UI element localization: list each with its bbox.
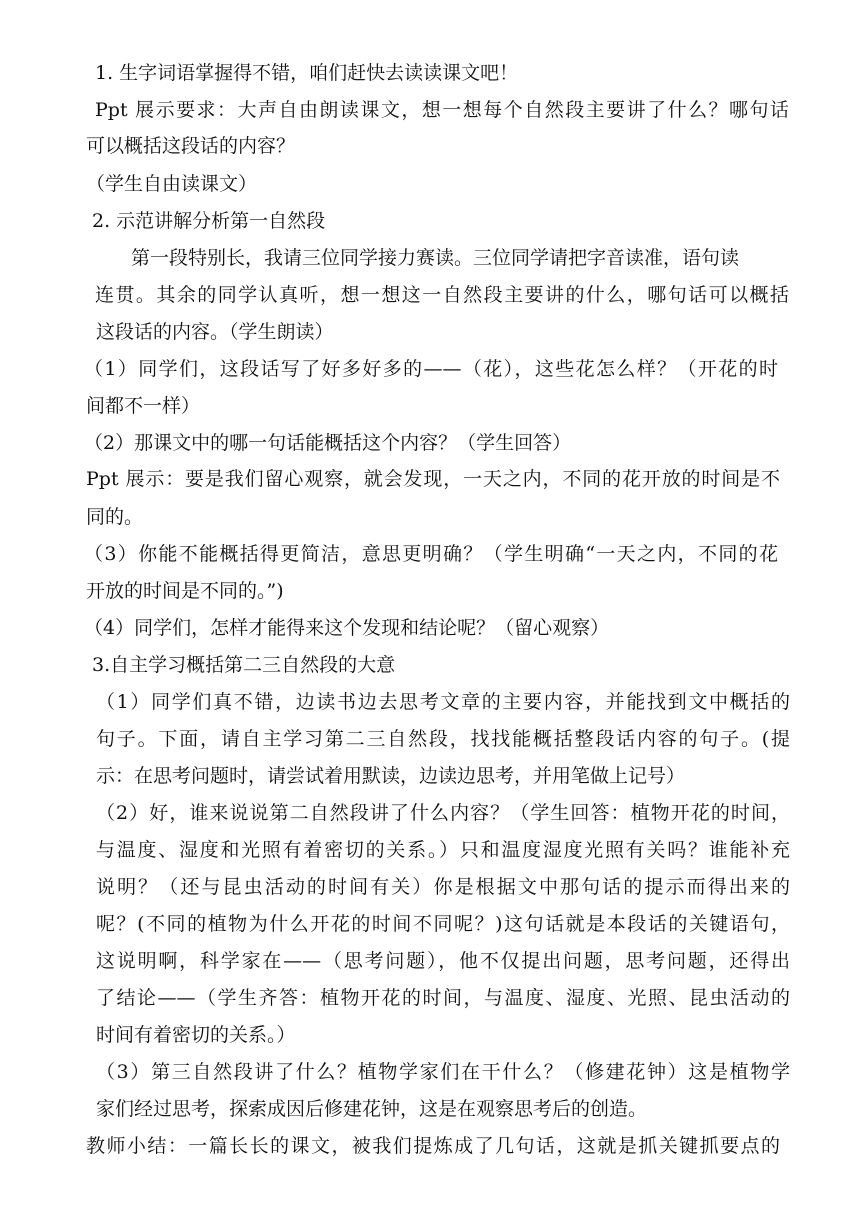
- text-line: 家们经过思考，探索成因后修建花钟，这是在观察思考后的创造。: [96, 1098, 648, 1120]
- text-line: （3）第三自然段讲了什么？植物学家们在干什么？（修建花钟）这是植物学: [96, 1061, 790, 1083]
- text-line: （3）你能不能概括得更简洁，意思更明确？（学生明确“一天之内，不同的花: [84, 543, 778, 565]
- text-line: 与温度、湿度和光照有着密切的关系。）只和温度湿度光照有关吗？谁能补充: [96, 839, 790, 861]
- text-line: 了结论——（学生齐答：植物开花的时间，与温度、湿度、光照、昆虫活动的: [96, 987, 790, 1009]
- text-line: 1. 生字词语掌握得不错，咱们赶快去读读课文吧！: [95, 62, 519, 84]
- text-line: 第一段特别长，我请三位同学接力赛读。三位同学请把字音读准，语句读: [131, 247, 740, 269]
- text-line: 说明？（还与昆虫活动的时间有关）你是根据文中那句话的提示而得出来的: [96, 876, 790, 898]
- text-line: Ppt 展示：要是我们留心观察，就会发现，一天之内，不同的花开放的时间是不: [86, 468, 780, 490]
- text-line: 2. 示范讲解分析第一自然段: [92, 210, 326, 232]
- text-line: Ppt 展示要求：大声自由朗读课文，想一想每个自然段主要讲了什么？哪句话: [95, 99, 789, 121]
- text-line: （2）那课文中的哪一句话能概括这个内容？（学生回答）: [84, 432, 572, 454]
- text-line: 3.自主学习概括第二三自然段的大意: [92, 654, 396, 676]
- text-line: 时间有着密切的关系。）: [96, 1024, 296, 1046]
- text-line: 可以概括这段话的内容？: [86, 135, 296, 157]
- text-line: 开放的时间是不同的。”): [86, 580, 284, 602]
- text-line: 连贯。其余的同学认真听，想一想这一自然段主要讲的什么，哪句话可以概括: [95, 284, 789, 306]
- text-line: （2）好，谁来说说第二自然段讲了什么内容？（学生回答：植物开花的时间，: [96, 802, 790, 824]
- text-line: 同的。: [86, 506, 144, 528]
- text-line: （1）同学们真不错，边读书边去思考文章的主要内容，并能找到文中概括的: [96, 691, 790, 713]
- text-line: （学生自由读课文）: [86, 173, 258, 195]
- text-line: 示：在思考问题时，请尝试着用默读，边读边思考，并用笔做上记号）: [96, 765, 686, 787]
- text-line: 呢？(不同的植物为什么开花的时间不同呢？)这句话就是本段话的关键语句，: [96, 913, 790, 935]
- text-line: （4）同学们，怎样才能得来这个发现和结论呢？（留心观察）: [84, 617, 610, 639]
- text-line: 间都不一样）: [86, 395, 201, 417]
- text-line: 句子。下面，请自主学习第二三自然段，找找能概括整段话内容的句子。(提: [96, 728, 790, 750]
- text-line: （1）同学们，这段话写了好多好多的——（花），这些花怎么样？（开花的时: [84, 358, 778, 380]
- text-line: 这段话的内容。（学生朗读）: [96, 321, 334, 343]
- text-line: 这说明啊，科学家在——（思考问题），他不仅提出问题，思考问题，还得出: [96, 950, 790, 972]
- text-line: 教师小结：一篇长长的课文，被我们提炼成了几句话，这就是抓关键抓要点的: [86, 1135, 780, 1157]
